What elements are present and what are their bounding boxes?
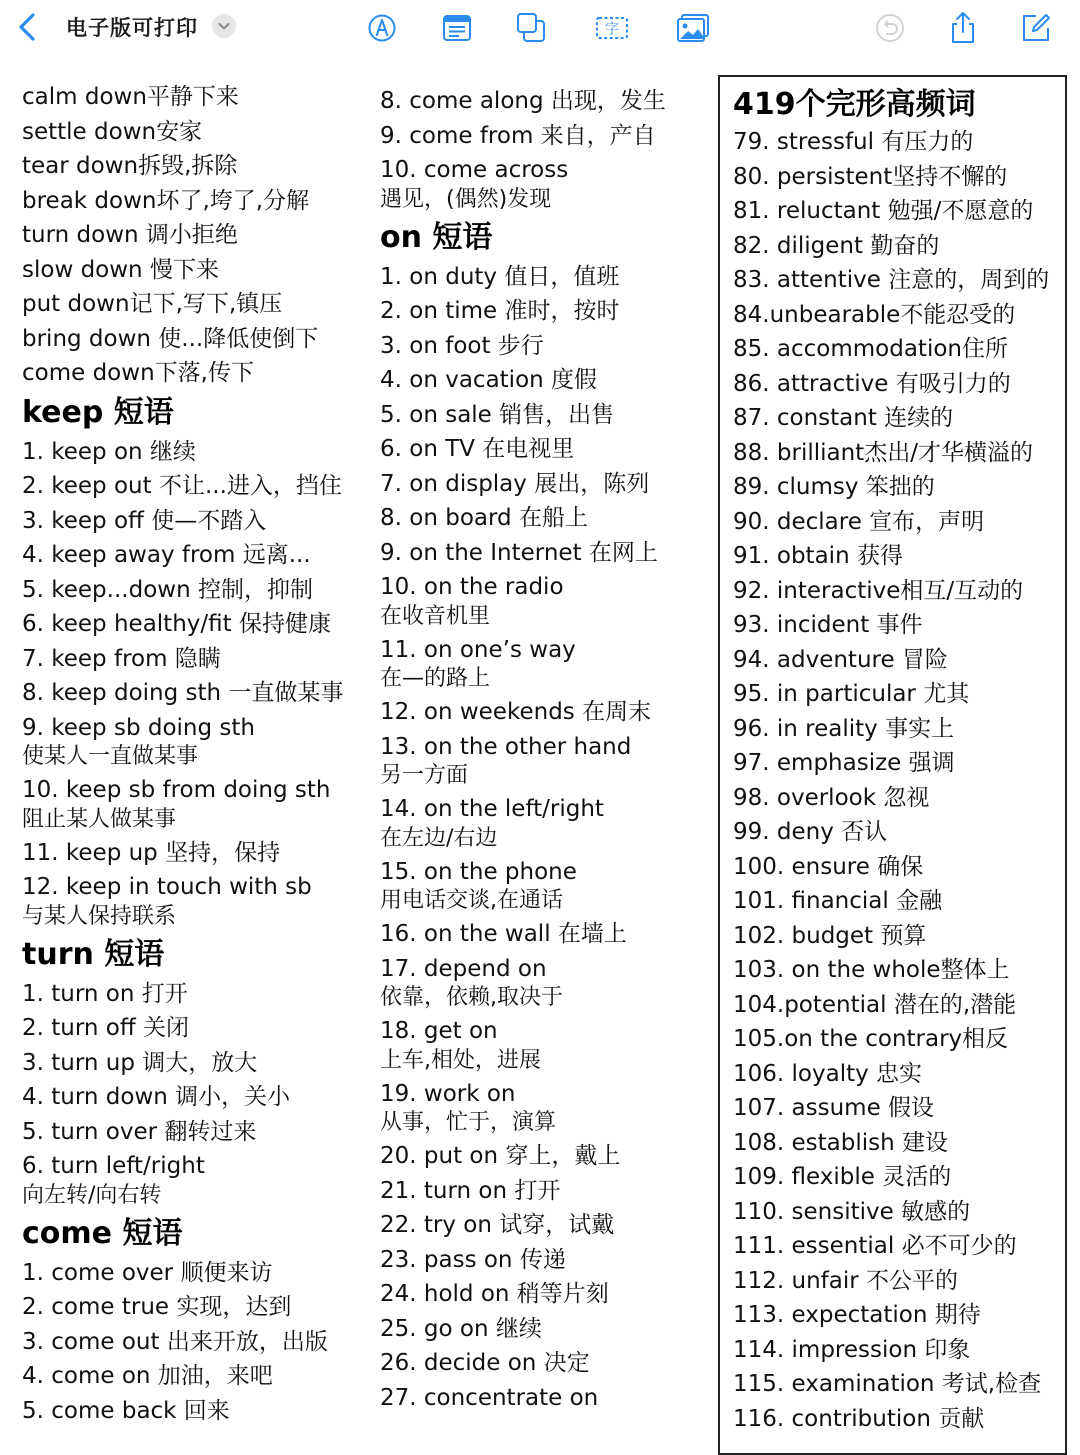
back-chevron-icon[interactable] <box>14 10 42 44</box>
list-item: 8. on board 在船上 <box>380 505 588 531</box>
list-item: 112. unfair 不公平的 <box>733 1267 959 1294</box>
list-item: 83. attentive 注意的，周到的 <box>733 267 1050 293</box>
list-item: 107. assume 假设 <box>733 1095 935 1121</box>
list-item: 103. on the whole整体上 <box>733 957 1010 983</box>
insert-image-icon[interactable] <box>673 8 713 48</box>
come-phrases-continued-list <box>380 84 710 215</box>
on-heading: on 短语 <box>380 219 493 255</box>
list-item: 13. on the other hand <box>380 733 632 760</box>
list-item: 10. keep sb from doing sth <box>22 777 331 803</box>
high-frequency-words-list <box>733 125 1065 1436</box>
list-item: 7. keep from 隐瞒 <box>22 645 221 672</box>
list-item-translation: 另一方面 <box>380 763 469 788</box>
list-item: 114. impression 印象 <box>733 1336 971 1363</box>
text-box-icon[interactable] <box>592 8 632 48</box>
list-item: 5. keep...down 控制，抑制 <box>22 576 313 603</box>
list-item-translation: 在左边/右边 <box>380 825 498 851</box>
list-item: put down记下,写下,镇压 <box>22 291 283 317</box>
list-item: 5. turn over 翻转过来 <box>22 1118 257 1145</box>
list-item: 5. come back 回来 <box>22 1397 230 1424</box>
list-item: 95. in particular 尤其 <box>733 681 970 707</box>
pen-markup-icon[interactable] <box>362 8 402 48</box>
list-item: 10. on the radio <box>380 574 564 600</box>
list-item-translation: 用电话交谈,在通话 <box>380 888 563 913</box>
list-item: 106. loyalty 忠实 <box>733 1060 923 1087</box>
list-item: 7. on display 展出，陈列 <box>380 470 650 497</box>
list-item: 94. adventure 冒险 <box>733 646 948 673</box>
list-item: 21. turn on 打开 <box>380 1177 561 1204</box>
list-item: turn down 调小拒绝 <box>22 222 238 248</box>
keep-heading: keep 短语 <box>22 394 174 430</box>
shapes-icon[interactable] <box>512 8 552 48</box>
list-item: 100. ensure 确保 <box>733 853 924 880</box>
list-item: 14. on the left/right <box>380 796 604 822</box>
list-item: 2. keep out 不让...进入，挡住 <box>22 473 342 499</box>
list-item: 96. in reality 事实上 <box>733 715 955 742</box>
on-phrases-list <box>380 260 710 1416</box>
list-item: bring down 使...降低使倒下 <box>22 325 319 352</box>
share-icon[interactable] <box>943 8 983 48</box>
high-frequency-words-box <box>718 75 1067 1455</box>
list-item: 109. flexible 灵活的 <box>733 1164 952 1190</box>
list-item: 19. work on <box>380 1080 516 1107</box>
list-item: 8. come along 出现，发生 <box>380 88 666 114</box>
svg-text:字: 字 <box>605 21 619 38</box>
undo-icon[interactable] <box>870 8 910 48</box>
list-item: 3. on foot 步行 <box>380 332 544 359</box>
high-frequency-words-heading: 419个完形高频词 <box>733 87 976 122</box>
list-item-translation: 在—的路上 <box>380 666 491 691</box>
down-phrases-list <box>22 80 370 391</box>
list-item: 116. contribution 贡献 <box>733 1405 985 1432</box>
list-item: 9. on the Internet 在网上 <box>380 539 658 566</box>
list-item: 80. persistent坚持不懈的 <box>733 163 1008 190</box>
list-item: 110. sensitive 敏感的 <box>733 1198 971 1225</box>
list-item: 16. on the wall 在墙上 <box>380 921 627 947</box>
list-item: 2. come true 实现，达到 <box>22 1294 292 1320</box>
list-item: 1. keep on 继续 <box>22 438 196 465</box>
list-item: 18. get on <box>380 1018 498 1044</box>
list-item-translation: 阻止某人做某事 <box>22 806 177 832</box>
list-item: 91. obtain 获得 <box>733 543 903 569</box>
list-item: 11. on one’s way <box>380 636 576 663</box>
list-item: 11. keep up 坚持，保持 <box>22 839 281 866</box>
list-item: 90. declare 宣布，声明 <box>733 508 985 535</box>
list-item: 5. on sale 销售，出售 <box>380 401 615 428</box>
list-item: 89. clumsy 笨拙的 <box>733 474 935 500</box>
list-item: 9. keep sb doing sth <box>22 714 255 741</box>
list-item: 9. come from 来自，产自 <box>380 122 656 149</box>
list-item: 2. on time 准时，按时 <box>380 298 620 324</box>
list-item: 26. decide on 决定 <box>380 1350 590 1376</box>
top-toolbar <box>0 0 1080 56</box>
list-item-translation: 与某人保持联系 <box>22 903 177 929</box>
list-item: 99. deny 否认 <box>733 819 888 845</box>
list-item: come down下落,传下 <box>22 360 254 386</box>
list-item-translation: 上车,相处，进展 <box>380 1047 541 1073</box>
list-item: 23. pass on 传递 <box>380 1246 566 1273</box>
list-item: 79. stressful 有压力的 <box>733 129 974 155</box>
list-item: 22. try on 试穿，试戴 <box>380 1212 615 1238</box>
list-item: 20. put on 穿上，戴上 <box>380 1143 621 1169</box>
list-item: 27. concentrate on <box>380 1384 599 1411</box>
list-item: break down坏了,垮了,分解 <box>22 187 310 214</box>
list-item: 101. financial 金融 <box>733 888 943 914</box>
list-item: 87. constant 连续的 <box>733 405 954 431</box>
title-dropdown-chevron-icon[interactable] <box>212 14 236 38</box>
list-item: 92. interactive相互/互动的 <box>733 577 1024 604</box>
list-item: 81. reluctant 勉强/不愿意的 <box>733 198 1034 224</box>
list-item: settle down安家 <box>22 118 203 145</box>
list-item: 8. keep doing sth 一直做某事 <box>22 680 344 706</box>
list-item: 4. come on 加油，来吧 <box>22 1363 273 1389</box>
list-item: 98. overlook 忽视 <box>733 784 930 811</box>
list-item: 82. diligent 勤奋的 <box>733 232 940 259</box>
list-item-translation: 依靠，依赖,取决于 <box>380 985 563 1010</box>
list-item: 85. accommodation住所 <box>733 336 1008 362</box>
list-item: 6. turn left/right <box>22 1153 205 1179</box>
list-item: 15. on the phone <box>380 858 577 885</box>
list-item: 1. on duty 值日，值班 <box>380 263 620 290</box>
list-item: 105.on the contrary相反 <box>733 1026 1009 1052</box>
list-item: 4. on vacation 度假 <box>380 367 598 393</box>
list-item: 102. budget 预算 <box>733 922 927 949</box>
middle-column <box>380 84 710 1415</box>
text-format-icon[interactable] <box>437 8 477 48</box>
list-item: 1. turn on 打开 <box>22 980 188 1007</box>
document-title[interactable]: 电子版可打印 <box>66 16 198 40</box>
keep-phrases-list <box>22 435 370 932</box>
list-item: 3. come out 出来开放，出版 <box>22 1328 328 1355</box>
list-item: 108. establish 建设 <box>733 1129 949 1156</box>
list-item: 2. turn off 关闭 <box>22 1015 190 1041</box>
list-item: 1. come over 顺便来访 <box>22 1259 273 1286</box>
list-item: 12. on weekends 在周末 <box>380 699 652 725</box>
list-item: 115. examination 考试,检查 <box>733 1371 1042 1397</box>
list-item: 84.unbearable不能忍受的 <box>733 301 1016 328</box>
list-item: 86. attractive 有吸引力的 <box>733 370 1011 397</box>
list-item: 24. hold on 稍等片刻 <box>380 1281 609 1307</box>
list-item: tear down拆毁,拆除 <box>22 153 238 179</box>
list-item: calm down平静下来 <box>22 84 239 110</box>
list-item: 6. on TV 在电视里 <box>380 436 575 462</box>
list-item: 111. essential 必不可少的 <box>733 1233 1017 1259</box>
list-item-translation: 使某人一直做某事 <box>22 744 199 769</box>
list-item-translation: 在收音机里 <box>380 603 491 629</box>
list-item: 4. turn down 调小，关小 <box>22 1084 291 1110</box>
list-item: 6. keep healthy/fit 保持健康 <box>22 611 331 637</box>
list-item: 3. turn up 调大，放大 <box>22 1049 258 1076</box>
list-item: 104.potential 潜在的,潜能 <box>733 991 1017 1018</box>
come-phrases-list <box>22 1256 370 1429</box>
list-item: 113. expectation 期待 <box>733 1302 981 1328</box>
edit-compose-icon[interactable] <box>1016 8 1056 48</box>
list-item: 3. keep off 使—不踏入 <box>22 507 267 534</box>
list-item-translation: 遇见，(偶然)发现 <box>380 186 552 212</box>
list-item: 10. come across <box>380 157 569 183</box>
list-item: 88. brilliant杰出/才华横溢的 <box>733 439 1033 466</box>
list-item: 4. keep away from 远离... <box>22 542 311 568</box>
list-item: slow down 慢下来 <box>22 256 219 283</box>
list-item-translation: 从事，忙于，演算 <box>380 1110 557 1135</box>
turn-phrases-list <box>22 977 370 1211</box>
left-column <box>22 80 370 1428</box>
come-heading: come 短语 <box>22 1215 183 1251</box>
turn-heading: turn 短语 <box>22 936 165 972</box>
list-item: 12. keep in touch with sb <box>22 874 312 900</box>
list-item: 17. depend on <box>380 955 547 982</box>
list-item: 93. incident 事件 <box>733 612 923 638</box>
list-item-translation: 向左转/向右转 <box>22 1182 162 1208</box>
list-item: 25. go on 继续 <box>380 1315 542 1342</box>
list-item: 97. emphasize 强调 <box>733 750 955 776</box>
